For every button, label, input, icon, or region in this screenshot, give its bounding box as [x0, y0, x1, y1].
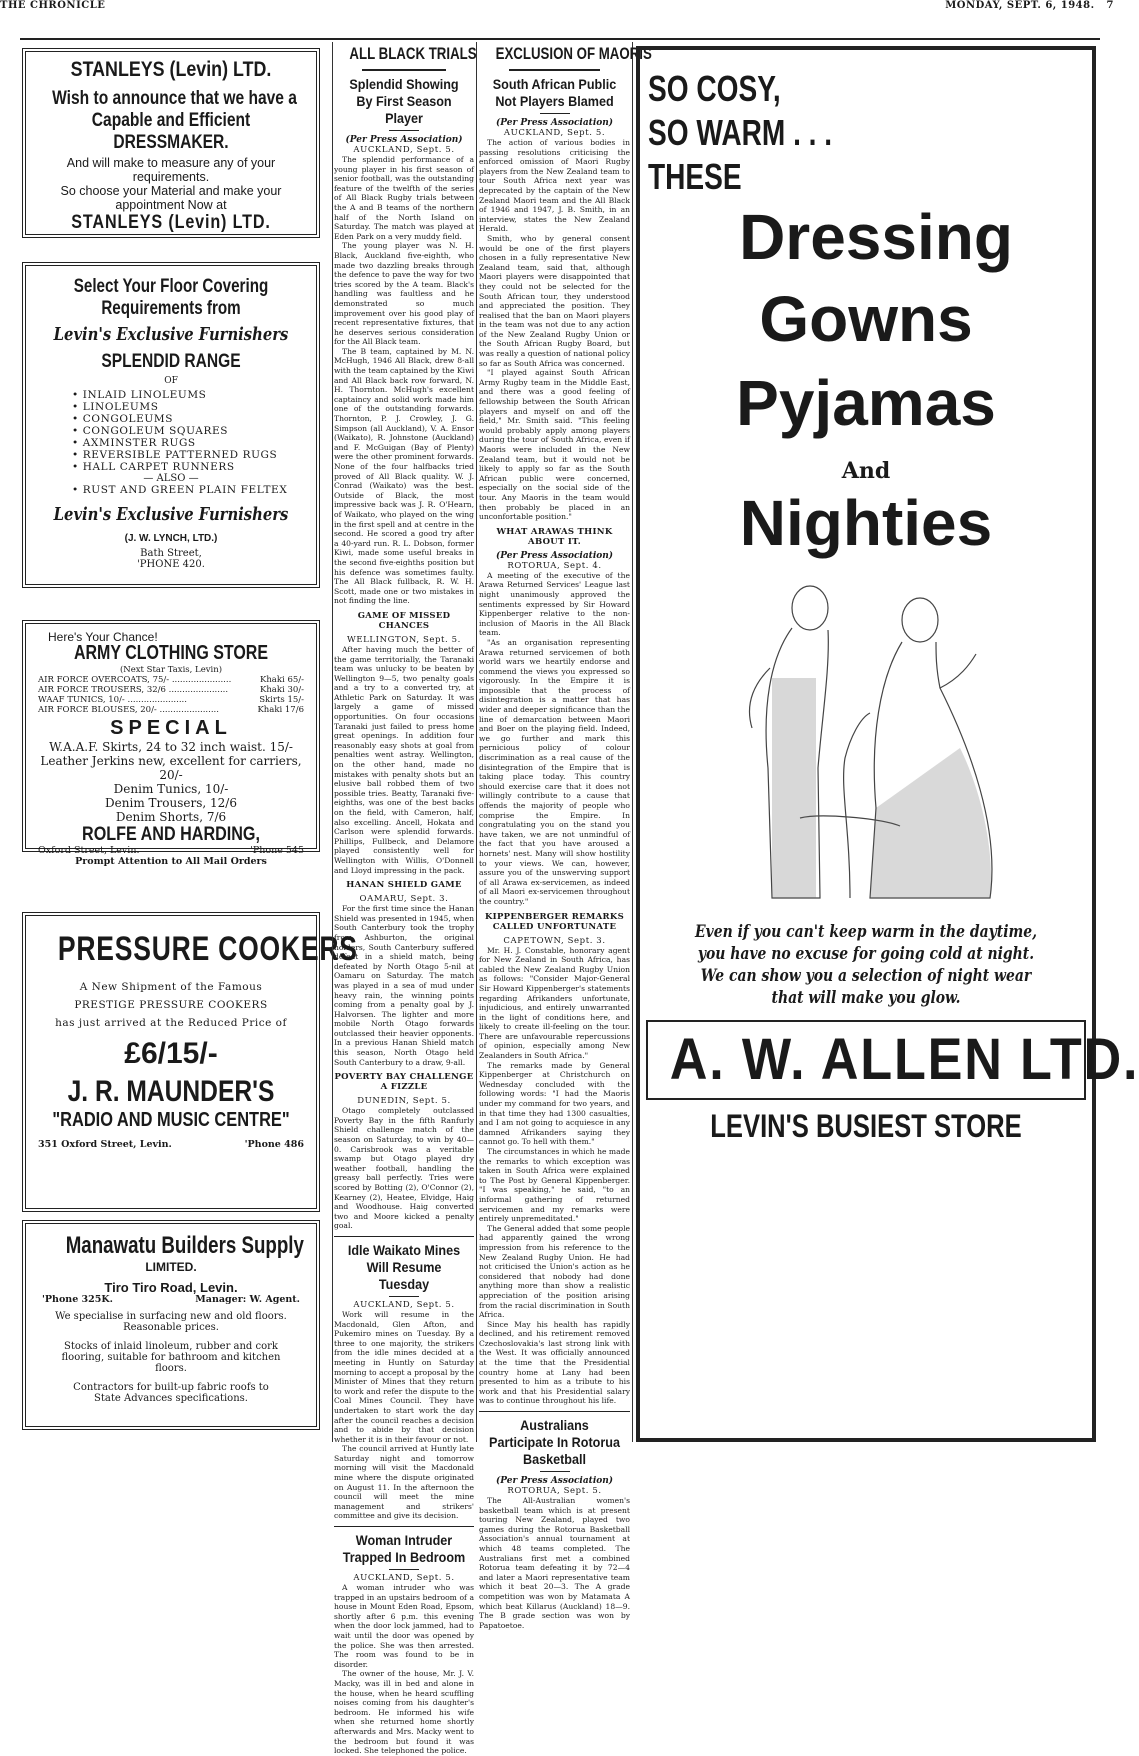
article-paragraph: "As an organisation representing Arawa returned servicemen of both world wars we heartily endorse and commend the views you expressed so vigorously. In the Empire it is impossible that the process of disintegration is a matter that has wider and deeper significance than the line of demarcation between Maori and Boer on the playing field. Indeed, we go further and mark this pernicious policy of colour discrimination as a real cause of the disintegration of the Empire that is taking place today. This country should exercise care that it does not willingly contribute to a cause that offends the majority of people who comprise the Empire. In congratulating you on the stand you have taken, we are not unmindful of the fact that you have aroused a hornets' nest. Many will show hostility to your views. We can, however, assure you of the unswerving support of all Arawa ex-servicemen, as indeed of all Maori ex-servicemen throughout the country." — [479, 637, 630, 906]
allen-and: And — [841, 458, 891, 484]
headline-bar — [509, 69, 600, 71]
army-line4: Denim Tunics, 10/- — [113, 782, 229, 796]
press-association: (Per Press Association) — [495, 118, 614, 128]
article-paragraph: After having much the better of the game territorially, the Taranaki team was unlucky to be beaten by Wellington 9—5, two penalty goals and a try to a converted try, at Athletic Park on Saturday. It was largely a game of missed opportunities. On four occasions Taranaki just failed to press home great openings. In addition four reasonably easy shots at goal from penalties went astray. Wellington, on the other hand, made no mistakes with penalty shots but an elusive ball robbed them of two possible tries. Beatty, Taranaki five-eighths, was one of the best backs on the field, with Cameron, half, also excelling. Ancell, Hokata and Carlson were splendid forwards. Phillips, Fullbeck, and Delamore played consistently well for Wellington with Willis, O'Donnell and Lloyd impressing in the pack. — [334, 644, 474, 875]
manawatu-manager: Manager: W. Agent. — [195, 1294, 300, 1305]
army-price-row — [38, 675, 304, 685]
news-column-2 — [479, 44, 652, 1630]
stanleys-line7: appointment Now at — [115, 198, 227, 212]
allen-nighties: Nighties — [739, 487, 993, 559]
divider — [540, 113, 570, 114]
ad-pressure-cookers — [22, 912, 358, 1212]
pressure-name: J. R. MAUNDER'S — [67, 1075, 275, 1108]
ad-army-store — [22, 620, 320, 867]
army-price: Khaki 17/6 — [257, 705, 304, 715]
article-paragraph: The remarks made by General Kippenberger at Christchurch on Wednesday concluded with the following words: "I had the Maoris under my command for two years, and in that time they had 1300 casualties, and I am not going to acquiesce in any damned Afrikanders saying they cannot go. To hell with them." — [479, 1060, 630, 1147]
allen-h2: SO WARM . . . — [648, 112, 833, 153]
article-paragraph: The All-Australian women's basketball team which is at present touring New Zealand, played two games during the Rotorua Basketball Association's annual tournament at which 48 teams completed. The Australians first met a combined Rotorua team defeating it by 72—4 and later a Maori representative team which it beat 20—3. The A grade competition was won by Matamata A which beat Killarus (Auckland) 18—9. The B grade section was won by Papatoetoe. — [479, 1496, 630, 1630]
army-price-row — [38, 695, 304, 705]
army-item: WAAF TUNICS, 10/- ...................... — [38, 695, 187, 705]
waikato-mines-headline: Idle Waikato Mines Will Resume Tuesday — [347, 1241, 461, 1292]
article-paragraph: A meeting of the executive of the Arawa Returned Services' League last night unanimously approved the sentiments expressed by Sir Howard Kippenberger relative to the non-inclusion of Maoris in the All Black team. — [479, 570, 630, 638]
manawatu-phone: 'Phone 325K. — [42, 1294, 113, 1305]
furnishers-item: • LINOLEUMS — [72, 401, 316, 413]
pressure-title: PRESSURE COOKERS — [57, 930, 358, 968]
article-paragraph: Work will resume in the Macdonald, Glen Afton, and Pukemiro mines on Tuesday. By a three to one majority, the strikers from the idle mines decided at a meeting in Huntly on Saturday morning to accept a proposal by the Minister of Mines that they return to work and refer the dispute to the Coal Mines Council. They have undertaken to start work the day after the council reaches a decision and to abide by that decision whether it is in their favour or not. — [334, 1309, 474, 1444]
article-paragraph: A woman intruder who was trapped in an upstairs bedroom of a house in Mount Eden Road, Epsom, shortly after 6 p.m. this evening when the door lock jammed, had to wait until the door was opened by the police. She was then arrested. The room was found to be in disorder. — [334, 1583, 474, 1669]
stanleys-line5: requirements. — [132, 170, 210, 184]
allen-dressing: Dressing — [739, 201, 1013, 273]
army-item: AIR FORCE OVERCOATS, 75/- ...................... — [38, 675, 232, 685]
furnishers-last-item: • RUST AND GREEN PLAIN FELTEX — [72, 484, 316, 496]
stanleys-line1: Wish to announce that we have a — [52, 88, 297, 109]
dateline: AUCKLAND, Sept. 5. — [353, 1299, 455, 1310]
army-address: Oxford Street, Levin. — [38, 845, 140, 856]
exclusion-subhead: South African Public Not Players Blamed — [492, 76, 617, 109]
press-association: (Per Press Association) — [495, 1476, 614, 1487]
article-paragraph: The young player was N. H. Black, Auckland five-eighth, who made two dazzling breaks through the defence to pave the way for two tries scored by the A team. Black's handling was faultless and he demonstrated so much improvement over his good play of recent representative fixtures, that he deserves serious consideration for the All Black team. — [334, 241, 474, 347]
furnishers-line1: Select Your Floor Covering — [73, 276, 269, 297]
woman-intruder-headline: Woman Intruder Trapped In Bedroom — [342, 1532, 466, 1566]
army-phone: 'Phone 545 — [250, 845, 304, 856]
exclusion-headline: EXCLUSION OF MAORIS — [495, 44, 652, 63]
army-title: ARMY CLOTHING STORE — [73, 642, 269, 664]
article-paragraph: The action of various bodies in passing resolutions criticising the enforced omission of Maori Rugby players from the New Zealand team to tour South Africa next year was deprecated by the captain of the New Zealand Maori team and the All Black of 1946 and 1947, J. B. Smith, in an interview, states the New Zealand Herald. — [479, 138, 630, 234]
furnishers-line3: Levin's Exclusive Furnishers — [53, 324, 289, 345]
section-heading: POVERTY BAY CHALLENGE A FIZZLE — [334, 1072, 474, 1093]
ad-stanleys — [22, 48, 320, 238]
manawatu-title: Manawatu Builders Supply — [65, 1232, 304, 1259]
dateline: AUCKLAND, Sept. 5. — [503, 128, 606, 138]
press-association: (Per Press Association) — [495, 550, 614, 561]
allen-h1: SO COSY, — [648, 68, 781, 109]
dateline: ROTORUA, Sept. 5. — [507, 1486, 602, 1497]
dateline: DUNEDIN, Sept. 5. — [357, 1096, 451, 1107]
army-item: AIR FORCE TROUSERS, 32/6 ...................... — [38, 685, 229, 695]
column-rule-1 — [332, 42, 333, 1442]
divider — [334, 1236, 474, 1237]
divider — [334, 1526, 474, 1527]
manawatu-p1: We specialise in surfacing new and old floors. — [55, 1311, 287, 1322]
army-address-row — [38, 846, 304, 856]
dateline: AUCKLAND, Sept. 5. — [353, 1573, 455, 1584]
pressure-line3: has just arrived at the Reduced Price of — [55, 1017, 287, 1029]
army-intro: Here's Your Chance! — [48, 630, 158, 644]
dateline: WELLINGTON, Sept. 5. — [347, 634, 461, 645]
pressure-centre: "RADIO AND MUSIC CENTRE" — [52, 1109, 290, 1131]
article-paragraph: "I played against South African Army Rugby team in the Middle East, and there was a good feeling of fellowship between the South African players and myself on and off the field," Mr. Smith said. "This feeling would probably apply among players during the tour of South Africa, even if Maoris were included in the New Zealand team, but it would not be likely to apply so far as the South African public were concerned, especially on the social side of the tour. Any Maoris in the team would then probably be placed in an unconfortable position." — [479, 368, 630, 522]
fashion-illustration — [700, 568, 1040, 908]
article-paragraph: The General added that some people had apparently gained the wrong impression from his reference to the New Zealand Rugby Union. He had not criticised the Union's action as he considered that nobody had done anything more than show a realistic appreciation of the position arising from the racial discrimination in South Africa. — [479, 1223, 630, 1320]
army-line3: 20/- — [159, 768, 183, 782]
article-paragraph: For the first time since the Hanan Shield was presented in 1945, when South Canterbury took the trophy from Ashburton, the original holders, South Canterbury suffered defeat in a shield match, being defeated by North Otago 5-nil at Oamaru on Saturday. The match was played in a sea of mud under heavy rain, the winning points coming from a penalty goal by J. Halvorsen. The lighter and more mobile North Otago forwards outclassed their heavier opponents. In a previous Hanan Shield match this season, North Otago held South Canterbury to a draw, 9-all. — [334, 904, 474, 1067]
issue-date — [945, 0, 1114, 11]
allen-brand: A. W. ALLEN LTD. — [669, 1027, 1139, 1092]
stanleys-footer: STANLEYS (Levin) LTD. — [71, 212, 271, 233]
article-paragraph: The owner of the house, Mr. J. V. Macky, was ill in bed and alone in the house, when he heard scuffling noises coming from his daughter's bedroom. He informed his wife when she returned home shortly afterwards and Mrs. Macky went to the bedroom but found it was locked. She telephoned the police. — [334, 1669, 474, 1756]
dateline: AUCKLAND, Sept. 5. — [353, 145, 455, 155]
furnishers-items — [26, 389, 316, 473]
allen-logo-frame — [646, 1020, 1139, 1100]
furnishers-last-item-list — [26, 484, 316, 496]
furnishers-name: Levin's Exclusive Furnishers — [53, 504, 289, 525]
manawatu-p2: Reasonable prices. — [123, 1322, 219, 1333]
furnishers-phone: 'PHONE 420. — [137, 559, 205, 570]
furnishers-of: OF — [164, 376, 178, 386]
army-item: AIR FORCE BLOUSES, 20/- ...................... — [38, 705, 219, 715]
furnishers-item: • AXMINSTER RUGS — [72, 437, 316, 449]
army-line1: W.A.A.F. Skirts, 24 to 32 inch waist. 15/- — [49, 740, 293, 754]
furnishers-owner: (J. W. LYNCH, LTD.) — [124, 533, 218, 544]
army-line6: Denim Shorts, 7/6 — [115, 810, 227, 824]
divider — [389, 1569, 419, 1570]
army-price: Khaki 30/- — [259, 685, 304, 695]
allen-h3: THESE — [648, 156, 742, 197]
furnishers-also: — ALSO — — [143, 473, 199, 484]
article-paragraph: Otago completely outclassed Poverty Bay in the fifth Ranfurly Shield challenge match of the season on Saturday, to win by 40—0. Carisbrook was a veritable swamp but Otago played dry weather football, handling the greasy ball perfectly. Tries were scored by Botting (2), O'Connor (2), Kearney (2), Heatee, Elvidge, Haig and Woodhouse. Haig converted two and Moore kicked a penalty goal. — [334, 1106, 474, 1231]
masthead-rule — [20, 38, 1100, 40]
pressure-line1: A New Shipment of the Famous — [79, 981, 263, 993]
ad-allen — [636, 46, 1139, 1442]
divider — [389, 1296, 419, 1297]
stanleys-line3: DRESSMAKER. — [113, 132, 229, 153]
manawatu-p3: Stocks of inlaid linoleum, rubber and cork flooring, suitable for bathroom and kitchen floors. — [61, 1341, 281, 1374]
manawatu-road: Tiro Tiro Road, Levin. — [104, 1280, 238, 1295]
stanleys-line6: So choose your Material and make your — [60, 184, 282, 198]
allen-tagline-4: that will make you glow. — [771, 988, 961, 1008]
headline-bar — [362, 69, 446, 71]
basketball-headline: Australians Participate In Rotorua Basketball — [489, 1417, 620, 1468]
army-line5: Denim Trousers, 12/6 — [105, 796, 237, 810]
furnishers-line2: Requirements from — [101, 298, 241, 319]
pressure-price: £6/15/- — [124, 1037, 218, 1070]
dateline: OAMARU, Sept. 3. — [359, 894, 449, 905]
allen-gowns: Gowns — [759, 283, 973, 355]
dateline: CAPETOWN, Sept. 3. — [503, 935, 606, 946]
army-name: ROLFE AND HARDING, — [82, 824, 260, 845]
pressure-address-row — [26, 1132, 316, 1150]
stanleys-line2: Capable and Efficient — [91, 110, 251, 131]
allen-tagline-2: you have no excuse for going cold at night. — [697, 944, 1035, 964]
article-paragraph: Since May his health has rapidly declined, and his retirement removed Czechoslovakia's last strong link with the West. It was officially announced at the time that the Presidential country home at Lany had been presented to him as a tribute to his work and that his Presidential salary was to continue throughout his life. — [479, 1319, 630, 1406]
manawatu-p4: Contractors for built-up fabric roofs to State Advances specifications. — [73, 1382, 269, 1404]
allen-store: LEVIN'S BUSIEST STORE — [710, 1108, 1022, 1144]
column-rule-3 — [632, 42, 633, 1442]
army-sub: (Next Star Taxis, Levin) — [119, 665, 223, 675]
article-paragraph: The B team, captained by M. N. McHugh, 1946 All Black, drew 8-all with the team captained by the Kiwi and All Black back row forward, N. H. Thornton. McHugh's excellent captaincy and solid work made him one of the outstanding forwards. Thornton, P. J. Crowley, J. G. Simpson (all Auckland), V. A. Ensor (Waikato), R. Johnstone (Auckland) and F. McGuigan (Bay of Plenty) were the other prominent forwards. None of the four halfbacks tried proved of All Black quality. W. J. Conrad (Waikato) was the best. Outside of Black, the most impressive back was J. R. O'Hearn, of Waikato, who played on the wing in the first spell and at centre in the second. He scored a good try after a 40-yard run. R. L. Dobson, former Kiwi, made some useful breaks in the second five-eighths position but his defence was sometimes faulty. The All Black fullback, R. W. H. Scott, made one or two mistakes in not finding the line. — [334, 346, 474, 606]
section-heading: GAME OF MISSED CHANCES — [357, 610, 451, 631]
furnishers-item: • INLAID LINOLEUMS — [72, 389, 316, 401]
army-price-row — [38, 705, 304, 715]
manawatu-contact-row — [36, 1295, 306, 1305]
article-paragraph: The splendid performance of a young player in his first season of senior football, was the outstanding feature of the twelfth of the series of All Black Rugby trials between the A and B teams of the northern half of the North Island on Saturday. The match was played at Eden Park on a very muddy field. — [334, 155, 474, 241]
pressure-line2: PRESTIGE PRESSURE COOKERS — [74, 999, 268, 1011]
section-heading: HANAN SHIELD GAME — [346, 880, 462, 891]
army-special: SPECIAL — [110, 717, 232, 739]
all-black-headline: ALL BLACK TRIALS — [349, 44, 477, 63]
divider — [479, 1411, 630, 1412]
stanleys-title: STANLEYS (Levin) LTD. — [70, 58, 272, 81]
furnishers-range: SPLENDID RANGE — [101, 351, 241, 372]
pressure-phone: 'Phone 486 — [244, 1139, 304, 1150]
article-paragraph: The council arrived at Huntly late Saturday night and tomorrow morning will visit the Macdonald mine where the dispute originated on August 11. In the afternoon the council will meet the mine management and strikers' committee and give its decision. — [334, 1444, 474, 1521]
ad-manawatu-builders — [22, 1220, 320, 1430]
section-heading: WHAT ARAWAS THINK ABOUT IT. — [496, 526, 613, 547]
section-heading: KIPPENBERGER REMARKS CALLED UNFORTUNATE — [484, 911, 625, 932]
news-column-1 — [334, 44, 477, 1756]
allen-tagline-3: We can show you a selection of night wear — [700, 966, 1032, 986]
masthead — [0, 0, 1114, 14]
press-association: (Per Press Association) — [345, 135, 463, 145]
allen-pyjamas: Pyjamas — [736, 367, 996, 439]
army-price-list — [38, 675, 304, 715]
furnishers-item: • CONGOLEUM SQUARES — [72, 425, 316, 437]
ad-furnishers — [22, 262, 320, 588]
furnishers-item: • REVERSIBLE PATTERNED RUGS — [72, 449, 316, 461]
furnishers-item: • CONGOLEUMS — [72, 413, 316, 425]
column-rule-2 — [476, 42, 477, 1442]
allen-tagline-1: Even if you can't keep warm in the daytime, — [695, 922, 1037, 942]
army-line2: Leather Jerkins new, excellent for carriers, — [40, 754, 302, 768]
army-price: Skirts 15/- — [259, 695, 304, 705]
stanleys-line4: And will make to measure any of your — [66, 156, 276, 170]
date-text: MONDAY, SEPT. 6, 1948. — [945, 0, 1095, 11]
divider — [389, 130, 419, 131]
furnishers-street: Bath Street, — [140, 548, 202, 559]
manawatu-limited: LIMITED. — [145, 1260, 197, 1274]
army-price-row — [38, 685, 304, 695]
pressure-address: 351 Oxford Street, Levin. — [38, 1139, 172, 1150]
furnishers-item: • HALL CARPET RUNNERS — [72, 461, 316, 473]
dateline: ROTORUA, Sept. 4. — [507, 560, 602, 571]
divider — [540, 1471, 570, 1472]
army-mail: Prompt Attention to All Mail Orders — [75, 856, 267, 867]
article-paragraph: Mr. H. J. Constable, honorary agent for New Zealand in South Africa, has cabled the New Zealand Rugby Union as follows: "Consider Major-General Sir Howard Kippenberger's statements regarding Afrikanders unfortunate, injudicious, and entirely unwarranted in the light of conditions here, and likely to create ill-feeling on the tour. There are unfavourable repercussions of opinion, especially among New Zealanders in South Africa." — [479, 945, 630, 1061]
page-number: 7 — [1106, 0, 1114, 11]
article-paragraph: The circumstances in which he made the remarks to which exception was taken in South Africa were explained to The Post by General Kippenberger. "I was speaking," he said, "to an informal gathering of returned servicemen and my remarks were entirely unpremeditated." — [479, 1147, 630, 1224]
all-black-subhead: Splendid Showing By First Season Player — [349, 76, 459, 126]
paper-name: THE CHRONICLE — [0, 0, 106, 11]
article-paragraph: Smith, who by general consent would be one of the first players chosen in a fully representative New Zealand team, said that, although Maori players were disappointed that they could not be selected for the South African tour, they understood and appreciated the position. They realised that the ban on Maori players in the team was not due to any action of the New Zealand Rugby Union or the South African Rugby Board, but was really a question of national policy so far as South Africa was concerned. — [479, 233, 630, 368]
army-price: Khaki 65/- — [259, 675, 304, 685]
